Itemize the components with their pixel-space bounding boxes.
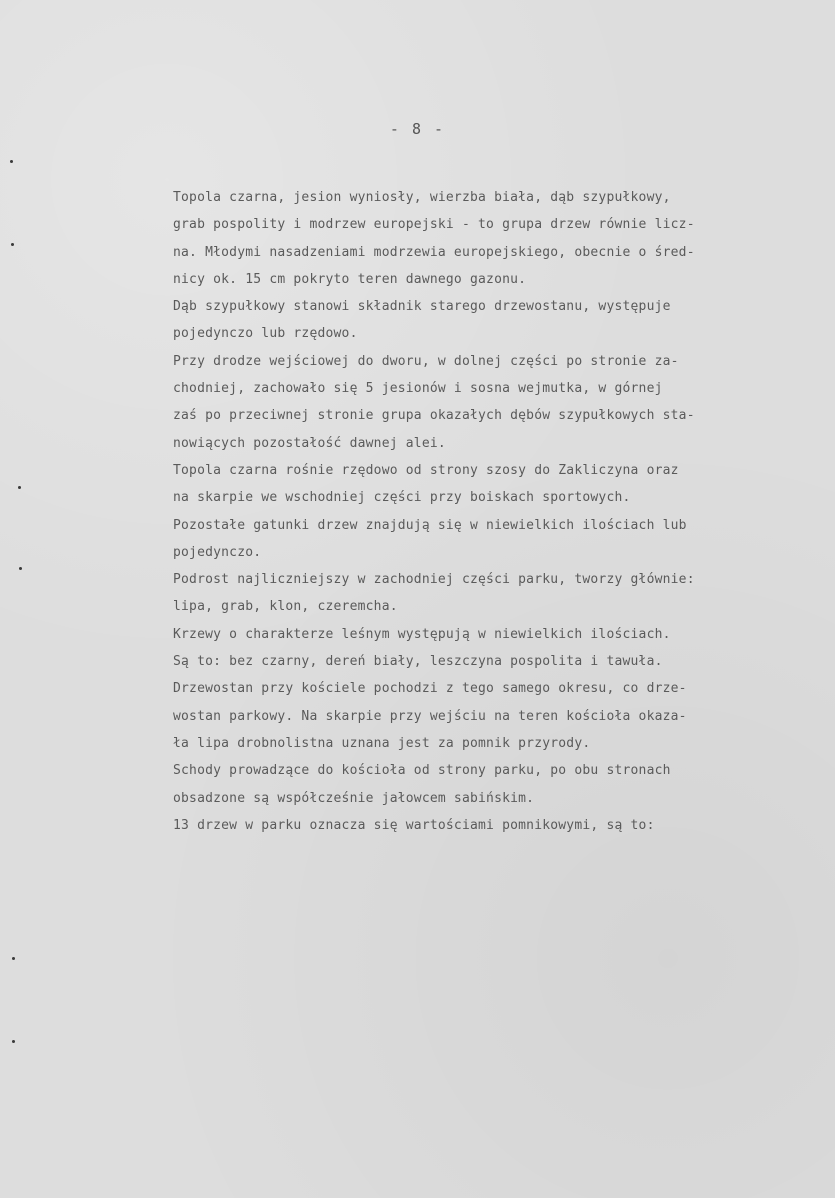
text-line: Przy drodze wejściowej do dworu, w dolnej części po stronie za- — [173, 353, 679, 369]
text-line: zaś po przeciwnej stronie grupa okazałych dębów szypułkowych sta- — [173, 408, 695, 424]
margin-mark — [11, 243, 14, 246]
margin-mark — [18, 486, 21, 489]
text-line: chodniej, zachowało się 5 jesionów i sosna wejmutka, w górnej — [173, 381, 663, 397]
text-line: 13 drzew w parku oznacza się wartościami pomnikowymi, są to: — [173, 817, 655, 833]
text-line: Schody prowadzące do kościoła od strony parku, po obu stronach — [173, 763, 671, 779]
margin-mark — [10, 160, 13, 163]
text-line: na. Młodymi nasadzeniami modrzewia europejskiego, obecnie o śred- — [173, 244, 695, 260]
text-line: Dąb szypułkowy stanowi składnik starego drzewostanu, występuje — [173, 299, 671, 315]
text-line: grab pospolity i modrzew europejski - to grupa drzew równie licz- — [173, 217, 695, 233]
text-line: obsadzone są współcześnie jałowcem sabińskim. — [173, 790, 535, 806]
text-line: Topola czarna rośnie rzędowo od strony szosy do Zakliczyna oraz — [173, 462, 679, 478]
text-line: Topola czarna, jesion wyniosły, wierzba biała, dąb szypułkowy, — [173, 190, 671, 205]
text-line: nicy ok. 15 cm pokryto teren dawnego gazonu. — [173, 271, 527, 287]
text-line: Pozostałe gatunki drzew znajdują się w niewielkich ilościach lub — [173, 517, 687, 533]
text-line: Są to: bez czarny, dereń biały, leszczyna pospolita i tawuła. — [173, 654, 663, 670]
text-line: Krzewy o charakterze leśnym występują w niewielkich ilościach. — [173, 626, 671, 642]
text-line: Drzewostan przy kościele pochodzi z tego samego okresu, co drze- — [173, 681, 687, 697]
text-line: Podrost najliczniejszy w zachodniej części parku, tworzy głównie: — [173, 572, 695, 588]
margin-mark — [12, 1040, 15, 1043]
body-text — [173, 184, 813, 839]
text-line: lipa, grab, klon, czeremcha. — [173, 599, 398, 615]
margin-mark — [12, 957, 15, 960]
text-line: wostan parkowy. Na skarpie przy wejściu na teren kościoła okaza- — [173, 708, 687, 724]
margin-mark — [19, 567, 22, 570]
text-line: ła lipa drobnolistna uznana jest za pomnik przyrody. — [173, 735, 591, 751]
text-line: nowiących pozostałość dawnej alei. — [173, 435, 446, 451]
text-line: pojedynczo. — [173, 544, 262, 560]
page-number: - 8 - — [389, 120, 446, 138]
text-line: na skarpie we wschodniej części przy boiskach sportowych. — [173, 490, 631, 506]
text-line: pojedynczo lub rzędowo. — [173, 326, 358, 342]
